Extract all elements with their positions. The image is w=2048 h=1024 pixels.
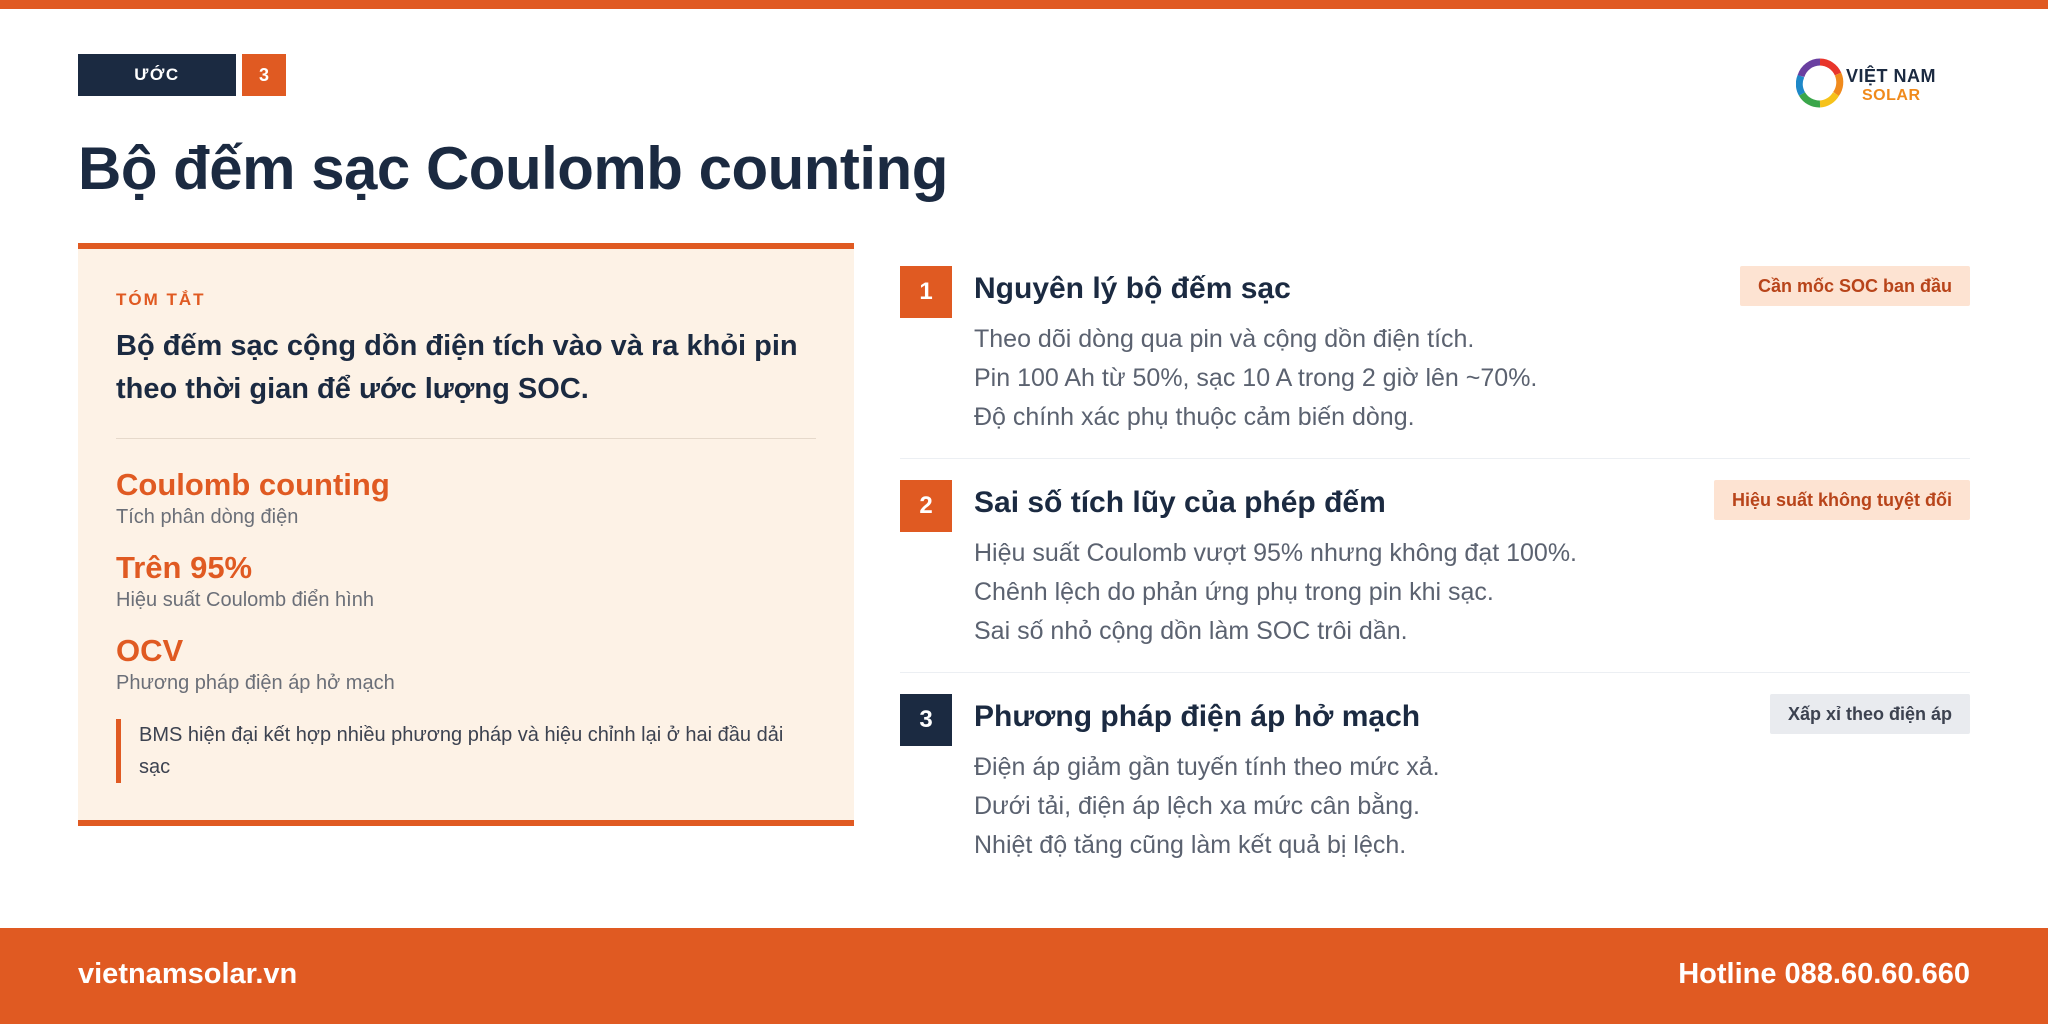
point-line: Điện áp giảm gần tuyến tính theo mức xả. (974, 753, 1440, 781)
summary-note: BMS hiện đại kết hợp nhiều phương pháp và hiệu chỉnh lại ở hai đầu dải sạc (116, 719, 796, 783)
point-badge: Hiệu suất không tuyệt đối (1714, 480, 1970, 520)
point-line: Chênh lệch do phản ứng phụ trong pin khi sạc. (974, 578, 1494, 606)
point-item-2 (900, 480, 1970, 660)
stat-ocv (116, 632, 395, 696)
footer-bar (0, 928, 2048, 1024)
point-number: 1 (900, 266, 952, 318)
summary-panel (78, 243, 854, 826)
stat-coulomb-counting (116, 466, 390, 530)
logo-text-line1: VIỆT NAM (1846, 66, 1937, 86)
point-item-1 (900, 266, 1970, 446)
point-divider (900, 458, 1970, 459)
point-line: Pin 100 Ah từ 50%, sạc 10 A trong 2 giờ lên ~70%. (974, 364, 1538, 392)
stat-value: Coulomb counting (116, 467, 390, 502)
point-body (974, 534, 1934, 651)
point-line: Theo dõi dòng qua pin và cộng dồn điện tích. (974, 325, 1475, 353)
point-line: Độ chính xác phụ thuộc cảm biến dòng. (974, 403, 1415, 431)
stat-desc: Hiệu suất Coulomb điển hình (116, 589, 374, 611)
logo-text-line2: SOLAR (1862, 87, 1921, 104)
point-item-3 (900, 694, 1970, 874)
point-number: 2 (900, 480, 952, 532)
solar-ring-icon (1796, 58, 1844, 110)
point-line: Nhiệt độ tăng cũng làm kết quả bị lệch. (974, 831, 1407, 859)
stat-efficiency (116, 549, 374, 613)
page-title: Bộ đếm sạc Coulomb counting (78, 135, 948, 202)
point-number: 3 (900, 694, 952, 746)
point-badge: Xấp xỉ theo điện áp (1770, 694, 1970, 734)
point-badge: Cần mốc SOC ban đầu (1740, 266, 1970, 306)
point-title: Sai số tích lũy của phép đếm (974, 486, 1386, 519)
vietnam-solar-logo (1796, 56, 1946, 112)
section-tag-label: ƯỚC LƯỢNG (78, 54, 236, 96)
summary-kicker: TÓM TẮT (116, 290, 206, 309)
point-title: Phương pháp điện áp hở mạch (974, 700, 1421, 733)
summary-divider (116, 438, 816, 439)
point-body (974, 320, 1934, 437)
stat-value: OCV (116, 633, 184, 668)
point-line: Hiệu suất Coulomb vượt 95% nhưng không đạt 100%. (974, 539, 1578, 567)
top-accent-bar (0, 0, 2048, 9)
point-line: Dưới tải, điện áp lệch xa mức cân bằng. (974, 792, 1420, 820)
summary-lead: Bộ đếm sạc cộng dồn điện tích vào và ra khỏi pin theo thời gian để ước lượng SOC. (116, 330, 798, 405)
footer-hotline[interactable]: Hotline 088.60.60.660 (1678, 958, 1970, 990)
stat-desc: Tích phân dòng điện (116, 506, 299, 528)
stat-value: Trên 95% (116, 550, 253, 585)
stat-desc: Phương pháp điện áp hở mạch (116, 672, 395, 694)
point-divider (900, 672, 1970, 673)
point-body (974, 748, 1934, 865)
section-tag (78, 54, 286, 126)
section-tag-number: 3 (242, 54, 286, 96)
point-line: Sai số nhỏ cộng dồn làm SOC trôi dần. (974, 617, 1408, 645)
footer-website[interactable]: vietnamsolar.vn (78, 958, 298, 990)
point-title: Nguyên lý bộ đếm sạc (974, 272, 1291, 305)
